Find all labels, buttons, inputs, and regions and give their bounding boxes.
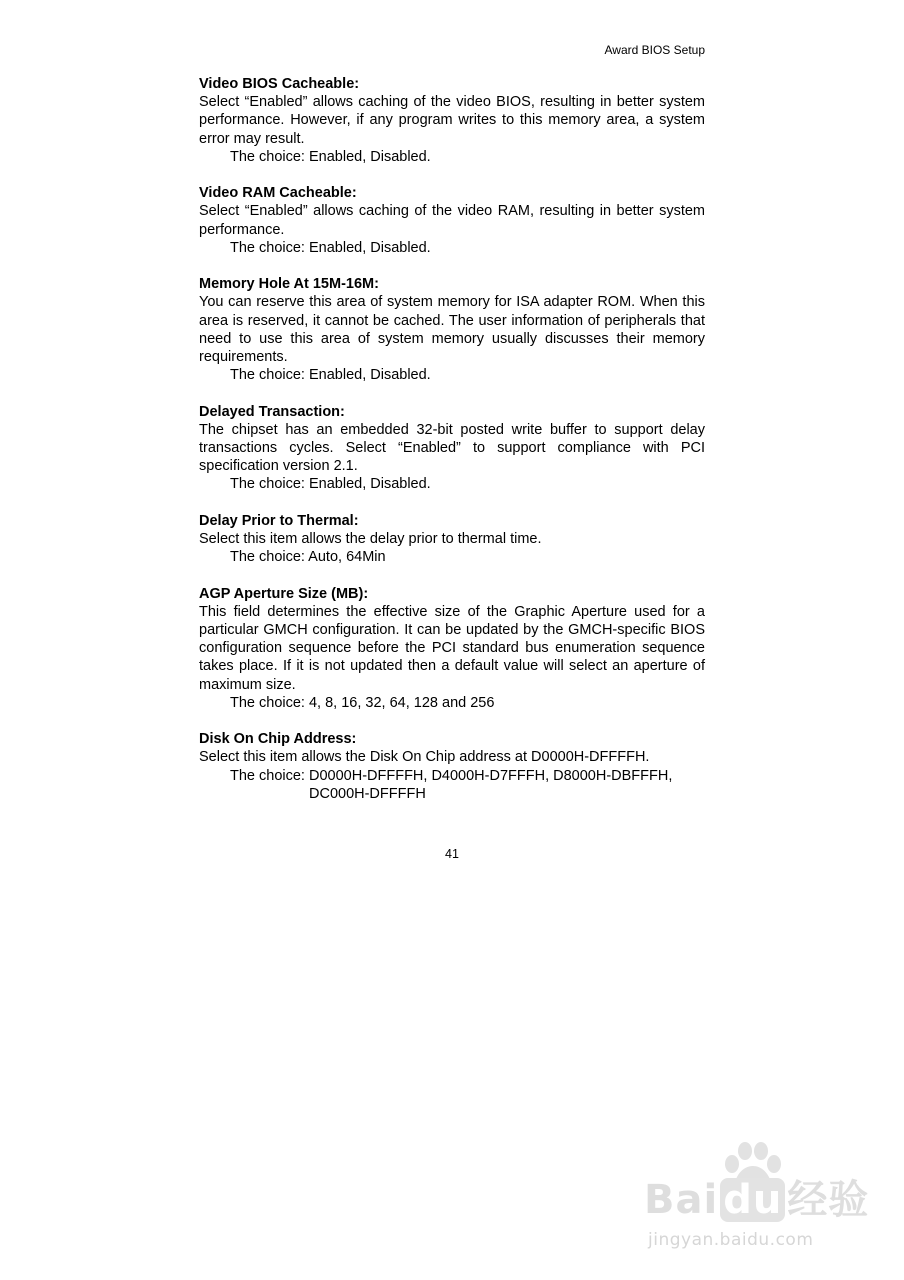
section-description: This field determines the effective size of the Graphic Aperture used for a particular GMCH configuration. It can be updated by the GMCH-specific BIOS configuration sequence before the PCI standard bus enumeration sequence takes place. If it is not updated then a default value will select an aperture of maximum size. <box>199 603 705 693</box>
section-choice <box>199 767 705 803</box>
section-choice: The choice: Enabled, Disabled. <box>230 239 431 256</box>
section-heading: Video RAM Cacheable: <box>199 185 357 202</box>
section-heading: Memory Hole At 15M-16M: <box>199 276 379 293</box>
choice-values-line: DC000H-DFFFFH <box>309 785 426 802</box>
section-heading: Delayed Transaction: <box>199 403 345 420</box>
section-heading: Video BIOS Cacheable: <box>199 76 360 92</box>
section-choice: The choice: 4, 8, 16, 32, 64, 128 and 256 <box>230 694 495 711</box>
watermark-brand-text: 经验 <box>787 1177 870 1223</box>
section-choice: The choice: Auto, 64Min <box>230 549 386 566</box>
section-delayed-transaction <box>199 403 705 494</box>
section-disk-on-chip-address <box>199 730 705 803</box>
watermark-brand-text: du <box>720 1178 785 1222</box>
section-delay-prior-to-thermal <box>199 512 705 567</box>
running-header: Award BIOS Setup <box>604 43 705 57</box>
section-heading: Disk On Chip Address: <box>199 731 357 748</box>
baidu-jingyan-watermark <box>640 1140 870 1260</box>
section-description: Select “Enabled” allows caching of the video RAM, resulting in better system performance. <box>199 203 705 238</box>
section-video-bios-cacheable <box>199 75 705 166</box>
section-description: You can reserve this area of system memory for ISA adapter ROM. When this area is reserved, it cannot be cached. The user information of peripherals that need to use this area of system memory usually discusses their memory requirements. <box>199 294 705 366</box>
section-description: The chipset has an embedded 32-bit posted write buffer to support delay transactions cycles. Select “Enabled” to support compliance with PCI specification version 2.1. <box>199 421 705 475</box>
section-description: Select “Enabled” allows caching of the video BIOS, resulting in better system performance. However, if any program writes to this memory area, a system error may result. <box>199 94 705 147</box>
choice-values-line: D0000H-DFFFFH, D4000H-D7FFFH, D8000H-DBFFFH, <box>309 767 673 784</box>
watermark-url: jingyan.baidu.com <box>648 1230 814 1250</box>
document-body <box>199 75 705 821</box>
choice-label: The choice: <box>230 767 309 784</box>
section-choice: The choice: Enabled, Disabled. <box>230 367 431 384</box>
choice-values <box>309 767 705 803</box>
section-video-ram-cacheable <box>199 184 705 257</box>
section-memory-hole <box>199 275 705 384</box>
section-agp-aperture-size <box>199 585 705 712</box>
section-heading: Delay Prior to Thermal: <box>199 512 359 529</box>
section-description: Select this item allows the delay prior to thermal time. <box>199 531 542 548</box>
section-description: Select this item allows the Disk On Chip address at D0000H-DFFFFH. <box>199 749 650 766</box>
watermark-brand <box>644 1178 869 1222</box>
watermark-brand-text: Bai <box>644 1177 719 1223</box>
page-number: 41 <box>445 847 459 861</box>
section-choice: The choice: Enabled, Disabled. <box>230 476 431 493</box>
section-choice: The choice: Enabled, Disabled. <box>230 148 431 165</box>
section-heading: AGP Aperture Size (MB): <box>199 585 369 602</box>
